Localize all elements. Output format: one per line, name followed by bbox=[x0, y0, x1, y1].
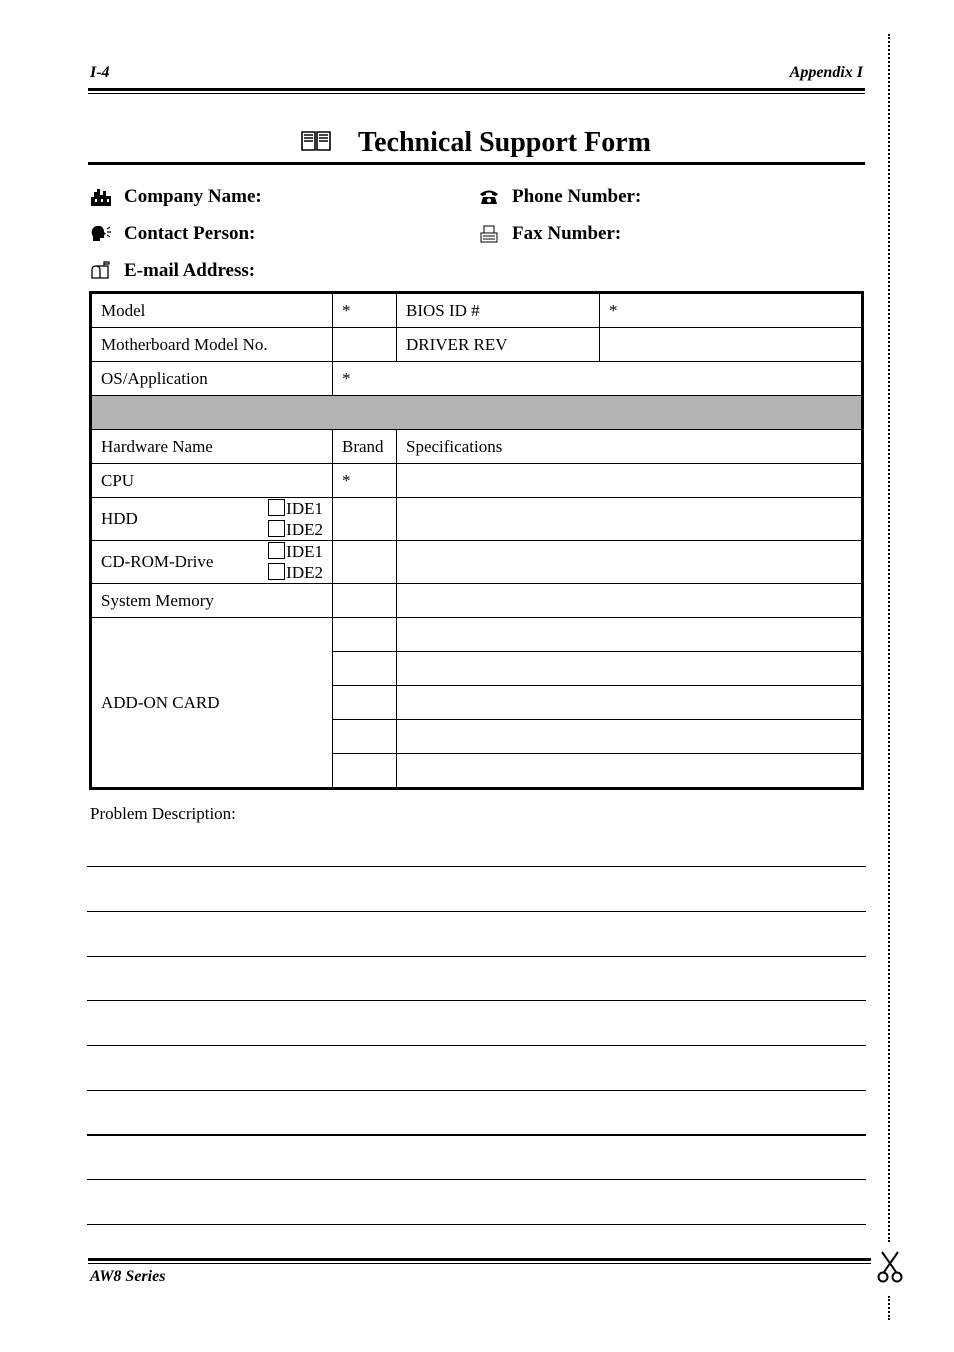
email-address-label: E-mail Address: bbox=[124, 260, 256, 281]
writing-line[interactable] bbox=[87, 1224, 866, 1225]
phone-number-field bbox=[478, 186, 641, 208]
writing-line[interactable] bbox=[87, 1000, 866, 1001]
telephone-icon bbox=[478, 187, 500, 207]
hdd-ide2-label: IDE2 bbox=[286, 520, 323, 539]
writing-line[interactable] bbox=[87, 1045, 866, 1046]
writing-line[interactable] bbox=[87, 1134, 866, 1136]
header-rule-thin bbox=[88, 93, 865, 94]
phone-number-label: Phone Number: bbox=[512, 186, 642, 207]
addon-brand-field[interactable] bbox=[333, 686, 397, 720]
memory-brand-field[interactable] bbox=[333, 584, 397, 618]
contact-person-label: Contact Person: bbox=[124, 223, 256, 244]
addon-spec-field[interactable] bbox=[397, 686, 863, 720]
table-row bbox=[91, 618, 863, 652]
writing-line[interactable] bbox=[87, 956, 866, 957]
addon-spec-field[interactable] bbox=[397, 754, 863, 789]
addon-spec-field[interactable] bbox=[397, 720, 863, 754]
addon-brand-field[interactable] bbox=[333, 754, 397, 789]
book-icon bbox=[300, 129, 334, 161]
page-number: I-4 bbox=[90, 64, 110, 81]
problem-description-label: Problem Description: bbox=[90, 804, 236, 823]
writing-line[interactable] bbox=[87, 866, 866, 867]
hdd-label: HDD bbox=[101, 509, 138, 528]
table-row bbox=[91, 328, 863, 362]
company-name-label: Company Name: bbox=[124, 186, 262, 207]
driver-rev-label: DRIVER REV bbox=[397, 328, 600, 362]
speaker-head-icon bbox=[90, 224, 112, 244]
footer-rule-thin bbox=[88, 1263, 871, 1264]
specifications-header: Specifications bbox=[397, 430, 863, 464]
mailbox-icon bbox=[90, 261, 112, 281]
os-application-label: OS/Application bbox=[91, 362, 333, 396]
writing-line[interactable] bbox=[87, 911, 866, 912]
hdd-ide1-label: IDE1 bbox=[286, 499, 323, 518]
hdd-spec-field[interactable] bbox=[397, 498, 863, 541]
cdrom-ide-options bbox=[268, 541, 323, 583]
addon-brand-field[interactable] bbox=[333, 618, 397, 652]
contact-person-field bbox=[90, 223, 255, 245]
form-title bbox=[300, 127, 651, 161]
fax-number-label: Fax Number: bbox=[512, 223, 622, 244]
building-icon bbox=[90, 187, 112, 207]
add-on-card-label: ADD-ON CARD bbox=[91, 618, 333, 789]
writing-line[interactable] bbox=[87, 1179, 866, 1180]
header-rule bbox=[88, 88, 865, 91]
gray-separator bbox=[91, 396, 863, 430]
hardware-table bbox=[89, 291, 864, 790]
cdrom-brand-field[interactable] bbox=[333, 541, 397, 584]
brand-header: Brand bbox=[333, 430, 397, 464]
driver-rev-field[interactable] bbox=[600, 328, 863, 362]
model-field[interactable]: * bbox=[333, 293, 397, 328]
addon-spec-field[interactable] bbox=[397, 652, 863, 686]
cut-line bbox=[888, 1296, 890, 1320]
title-rule bbox=[88, 162, 865, 165]
scissors-icon bbox=[876, 1250, 904, 1284]
cdrom-cell bbox=[91, 541, 333, 584]
cdrom-ide2-checkbox[interactable] bbox=[268, 563, 285, 580]
cpu-label: CPU bbox=[91, 464, 333, 498]
table-row bbox=[91, 464, 863, 498]
cpu-brand-field[interactable]: * bbox=[333, 464, 397, 498]
section-title: Appendix I bbox=[789, 64, 863, 81]
hdd-brand-field[interactable] bbox=[333, 498, 397, 541]
table-header-row bbox=[91, 430, 863, 464]
fax-icon bbox=[478, 224, 500, 244]
cdrom-label: CD-ROM-Drive bbox=[101, 552, 214, 571]
os-application-field[interactable]: * bbox=[333, 362, 863, 396]
cdrom-ide1-checkbox[interactable] bbox=[268, 542, 285, 559]
motherboard-model-field[interactable] bbox=[333, 328, 397, 362]
hdd-ide2-checkbox[interactable] bbox=[268, 520, 285, 537]
table-row bbox=[91, 584, 863, 618]
fax-number-field bbox=[478, 223, 621, 245]
cdrom-spec-field[interactable] bbox=[397, 541, 863, 584]
addon-brand-field[interactable] bbox=[333, 652, 397, 686]
bios-id-label: BIOS ID # bbox=[397, 293, 600, 328]
cdrom-ide2-label: IDE2 bbox=[286, 563, 323, 582]
memory-spec-field[interactable] bbox=[397, 584, 863, 618]
writing-line[interactable] bbox=[87, 1090, 866, 1091]
table-row bbox=[91, 541, 863, 584]
motherboard-model-label: Motherboard Model No. bbox=[91, 328, 333, 362]
cdrom-ide1-label: IDE1 bbox=[286, 542, 323, 561]
table-row bbox=[91, 362, 863, 396]
system-memory-label: System Memory bbox=[91, 584, 333, 618]
hdd-ide1-checkbox[interactable] bbox=[268, 499, 285, 516]
cut-line bbox=[888, 34, 890, 1242]
hdd-ide-options bbox=[268, 498, 323, 540]
footer-rule bbox=[88, 1258, 871, 1261]
addon-spec-field[interactable] bbox=[397, 618, 863, 652]
cpu-spec-field[interactable] bbox=[397, 464, 863, 498]
footer-series: AW8 Series bbox=[90, 1268, 166, 1285]
table-row bbox=[91, 293, 863, 328]
model-label: Model bbox=[91, 293, 333, 328]
table-row bbox=[91, 498, 863, 541]
email-address-field bbox=[90, 260, 255, 282]
addon-brand-field[interactable] bbox=[333, 720, 397, 754]
company-name-field bbox=[90, 186, 262, 208]
separator-row bbox=[91, 396, 863, 430]
title-text: Technical Support Form bbox=[358, 127, 651, 158]
hardware-name-header: Hardware Name bbox=[91, 430, 333, 464]
hdd-cell bbox=[91, 498, 333, 541]
bios-id-field[interactable]: * bbox=[600, 293, 863, 328]
